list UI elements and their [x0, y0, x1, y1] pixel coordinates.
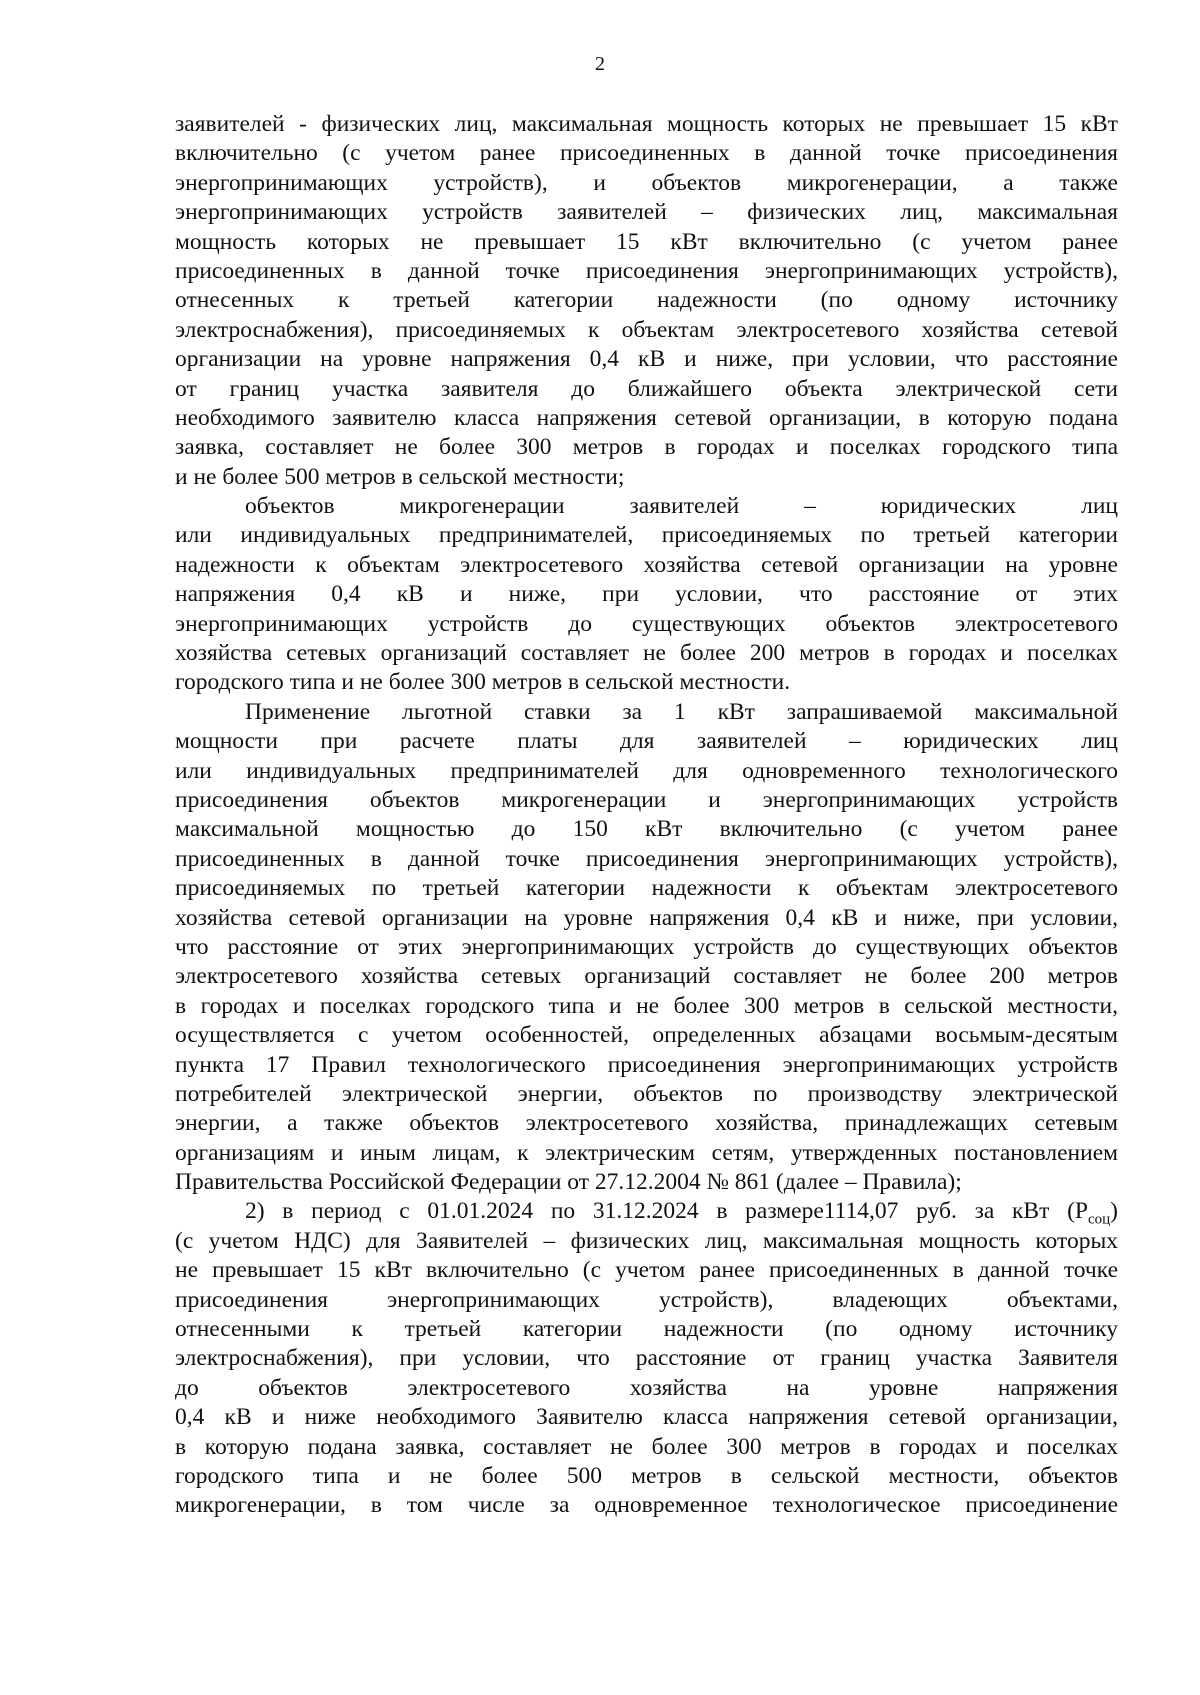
text-line: электроснабжения), при условии, что расстояние от границ участка Заявителя — [175, 1345, 1118, 1372]
text-line: 0,4 кВ и ниже необходимого Заявителю класса напряжения сетевой организации, — [175, 1404, 1118, 1431]
text-line: напряжения 0,4 кВ и ниже, при условии, что расстояние от этих — [175, 581, 1118, 608]
text-line: максимальной мощностью до 150 кВт включительно (с учетом ранее — [175, 816, 1118, 843]
text-line: надежности к объектам электросетевого хозяйства сетевой организации на уровне — [175, 551, 1118, 578]
text-line: потребителей электрической энергии, объектов по производству электрической — [175, 1080, 1118, 1107]
text-line: Правительства Российской Федерации от 27.12.2004 № 861 (далее – Правила); — [175, 1169, 962, 1196]
text-line: заявка, составляет не более 300 метров в городах и поселках городского типа — [175, 434, 1118, 461]
text-line: не превышает 15 кВт включительно (с учетом ранее присоединенных в данной точке — [175, 1257, 1118, 1284]
text-line: хозяйства сетевых организаций составляет не более 200 метров в городах и поселках — [175, 640, 1118, 667]
text-line: 2) в период с 01.01.2024 по 31.12.2024 в размере1114,07 руб. за кВт $(P_{соц})$ — [245, 1198, 1118, 1227]
text-line: электроснабжения), присоединяемых к объектам электросетевого хозяйства сетевой — [175, 316, 1118, 343]
text-line: или индивидуальных предпринимателей, присоединяемых по третьей категории — [175, 522, 1118, 549]
text-line: хозяйства сетевой организации на уровне напряжения 0,4 кВ и ниже, при условии, — [175, 904, 1118, 931]
text-line: до объектов электросетевого хозяйства на уровне напряжения — [175, 1374, 1118, 1401]
text-line: присоединенных в данной точке присоединения энергопринимающих устройств), — [175, 845, 1118, 872]
text-line: микрогенерации, в том числе за одновременное технологическое присоединение — [175, 1492, 1118, 1519]
text-line: мощности при расчете платы для заявителей – юридических лиц — [175, 728, 1118, 755]
text-line: пункта 17 Правил технологического присоединения энергопринимающих устройств — [175, 1051, 1118, 1078]
text-line: организациям и иным лицам, к электрическим сетям, утвержденных постановлением — [175, 1139, 1118, 1166]
text-line: заявителей - физических лиц, максимальная мощность которых не превышает 15 кВт — [175, 111, 1118, 137]
text-line: присоединения объектов микрогенерации и энергопринимающих устройств — [175, 786, 1118, 813]
text-line: отнесенными к третьей категории надежности (по одному источнику — [175, 1316, 1118, 1343]
text-line: объектов микрогенерации заявителей – юридических лиц — [245, 493, 1118, 520]
text-line: в городах и поселках городского типа и не более 300 метров в сельской местности, — [175, 992, 1118, 1019]
text-line: присоединенных в данной точке присоединения энергопринимающих устройств), — [175, 257, 1118, 284]
text-line: организации на уровне напряжения 0,4 кВ и ниже, при условии, что расстояние — [175, 346, 1118, 373]
text-line: энергии, а также объектов электросетевого хозяйства, принадлежащих сетевым — [175, 1110, 1118, 1137]
text-line: что расстояние от этих энергопринимающих устройств до существующих объектов — [175, 933, 1118, 960]
document-body — [175, 110, 1118, 1521]
text-line: необходимого заявителю класса напряжения сетевой организации, в которую подана — [175, 404, 1118, 431]
text-line: энергопринимающих устройств), и объектов микрогенерации, а также — [175, 169, 1118, 196]
text-line: электросетевого хозяйства сетевых организаций составляет не более 200 метров — [175, 963, 1118, 990]
text-line: энергопринимающих устройств до существующих объектов электросетевого — [175, 610, 1118, 637]
text-line: (с учетом НДС) для Заявителей – физических лиц, максимальная мощность которых — [175, 1227, 1118, 1254]
text-line: Применение льготной ставки за 1 кВт запрашиваемой максимальной — [245, 698, 1118, 725]
text-line: включительно (с учетом ранее присоединенных в данной точке присоединения — [175, 140, 1118, 167]
page-number: 2 — [595, 53, 605, 75]
text-line: городского типа и не более 500 метров в сельской местности, объектов — [175, 1462, 1118, 1489]
text-line: от границ участка заявителя до ближайшего объекта электрической сети — [175, 375, 1118, 402]
text-line: отнесенных к третьей категории надежности (по одному источнику — [175, 287, 1118, 314]
text-line: и не более 500 метров в сельской местности; — [175, 463, 625, 490]
text-line: присоединяемых по третьей категории надежности к объектам электросетевого — [175, 875, 1118, 902]
text-line: мощность которых не превышает 15 кВт включительно (с учетом ранее — [175, 228, 1118, 255]
text-line: энергопринимающих устройств заявителей – физических лиц, максимальная — [175, 199, 1118, 226]
subscript-text: соц — [1087, 1212, 1111, 1227]
text-line: присоединения энергопринимающих устройств), владеющих объектами, — [175, 1286, 1118, 1313]
text-line: в которую подана заявка, составляет не более 300 метров в городах и поселках — [175, 1433, 1118, 1460]
text-line: осуществляется с учетом особенностей, определенных абзацами восьмым-десятым — [175, 1022, 1118, 1049]
text-line: городского типа и не более 300 метров в сельской местности. — [175, 669, 791, 696]
text-line: или индивидуальных предпринимателей для одновременного технологического — [175, 757, 1118, 784]
